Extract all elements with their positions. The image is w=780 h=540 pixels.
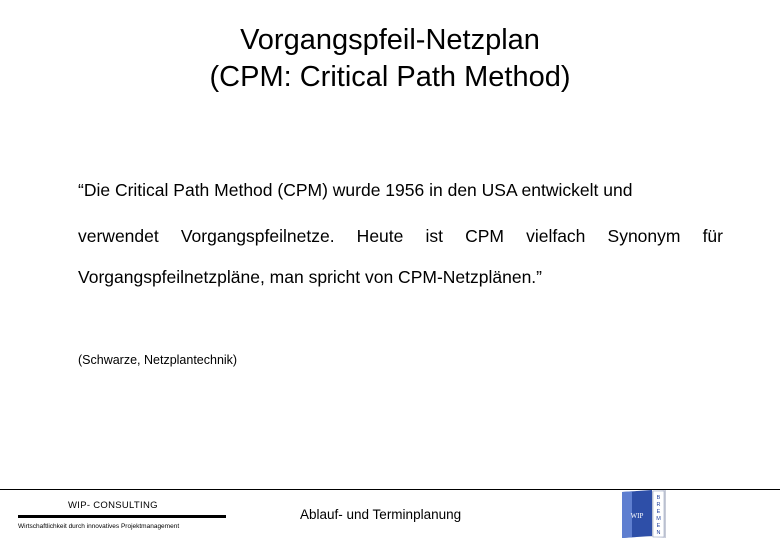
logo-letter-e1: E — [656, 509, 661, 515]
logo-letter-m: M — [656, 516, 661, 522]
footer-company-tagline: Wirtschaftlichkeit durch innovatives Projektmanagement — [18, 523, 180, 530]
wip-bremen-logo — [620, 490, 670, 540]
quote-line-2: verwendet Vorgangspfeilnetze. Heute ist CPM vielfach Synonym für — [78, 226, 723, 246]
slide-title — [0, 22, 780, 96]
title-line-2: (CPM: Critical Path Method) — [209, 61, 571, 93]
footer-company-name: WIP- CONSULTING — [68, 500, 158, 511]
footer-company-bar — [18, 515, 226, 518]
title-line-1: Vorgangspfeil-Netzplan — [240, 24, 540, 56]
quote-line-1: “Die Critical Path Method (CPM) wurde 1956 in den USA entwickelt und — [78, 180, 633, 200]
logo-letter-b: B — [656, 495, 661, 501]
logo-letter-n: N — [656, 530, 661, 536]
logo-letter-r: R — [656, 502, 661, 508]
logo-wip-text: WIP — [630, 512, 644, 520]
logo-letter-e2: E — [656, 523, 661, 529]
source-citation: (Schwarze, Netzplantechnik) — [78, 353, 238, 367]
footer-topic: Ablauf- und Terminplanung — [300, 507, 462, 522]
quote-line-3: Vorgangspfeilnetzpläne, man spricht von CPM-Netzplänen.” — [78, 267, 542, 287]
